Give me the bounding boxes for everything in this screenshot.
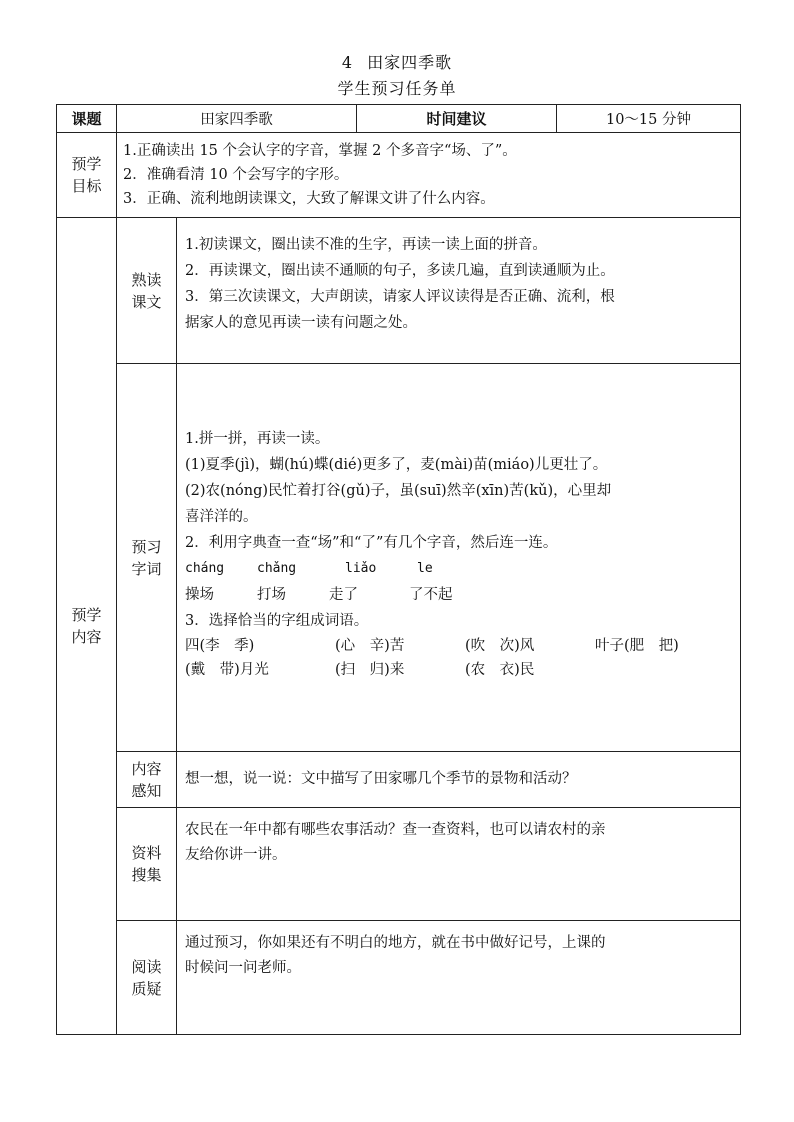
read-items bbox=[177, 218, 741, 364]
task1-line: (1)夏季(jì)，蝴(hú)蝶(dié)更多了，麦(mài)苗(miáo)儿更壮了。 bbox=[185, 457, 608, 473]
perceive-row bbox=[57, 752, 741, 808]
read-row bbox=[57, 218, 741, 364]
perceive-text: 想一想，说一说：文中描写了田家哪几个季节的景物和活动？ bbox=[177, 752, 741, 808]
collect-line: 农民在一年中都有哪些农事活动？查一查资料，也可以请农村的亲 bbox=[185, 822, 606, 838]
pinyin-item: le bbox=[417, 561, 433, 576]
goal-row bbox=[57, 133, 741, 218]
choice-item: (心 辛)苦 bbox=[335, 638, 405, 654]
collect-row bbox=[57, 808, 741, 921]
content-label bbox=[57, 218, 117, 1035]
pinyin-item: liǎo bbox=[345, 561, 377, 576]
pinyin-row bbox=[185, 556, 732, 582]
choice-item: (吹 次)风 bbox=[465, 638, 535, 654]
time-value: 10～15 分钟 bbox=[557, 105, 741, 133]
task1-line: (2)农(nóng)民忙着打谷(gǔ)子，虽(suī)然辛(xīn)苦(kǔ)，心里却 bbox=[185, 483, 612, 499]
question-text bbox=[177, 921, 741, 1035]
task3-title: 3．选择恰当的字组成词语。 bbox=[185, 613, 369, 629]
read-item: 据家人的意见再读一读有问题之处。 bbox=[185, 315, 417, 331]
worksheet-subtitle: 学生预习任务单 bbox=[337, 79, 457, 98]
collect-label-text: 资料 搜集 bbox=[131, 844, 162, 884]
question-row bbox=[57, 921, 741, 1035]
read-label bbox=[117, 218, 177, 364]
read-item: 2．再读课文，圈出读不通顺的句子，多读几遍，直到读通顺为止。 bbox=[185, 263, 615, 279]
collect-text bbox=[177, 808, 741, 921]
choice-item: 四(李 季) bbox=[185, 638, 255, 654]
perceive-label-text: 内容 感知 bbox=[131, 759, 162, 800]
task1-line: 喜洋洋的。 bbox=[185, 509, 258, 525]
read-label-text: 熟读 课文 bbox=[131, 270, 162, 311]
words-content bbox=[177, 364, 741, 752]
task2-words bbox=[185, 582, 732, 608]
choice-item: (戴 带)月光 bbox=[185, 662, 269, 678]
goal-label bbox=[57, 133, 117, 218]
collect-label bbox=[117, 808, 177, 921]
choice-item: (扫 归)来 bbox=[335, 662, 405, 678]
read-item: 3．第三次读课文，大声朗读，请家人评议读得是否正确、流利，根 bbox=[185, 289, 615, 305]
perceive-label bbox=[117, 752, 177, 808]
goal-item: 1.正确读出 15 个会认字的字音，掌握 2 个多音字“场、了”。 bbox=[123, 143, 517, 159]
question-label bbox=[117, 921, 177, 1035]
goal-item: 2．准确看清 10 个会写字的字形。 bbox=[123, 167, 349, 183]
goal-item: 3．正确、流利地朗读课文，大致了解课文讲了什么内容。 bbox=[123, 191, 495, 207]
task2-title: 2．利用字典查一查“场”和“了”有几个字音，然后连一连。 bbox=[185, 535, 558, 551]
question-line: 通过预习，你如果还有不明白的地方，就在书中做好记号，上课的 bbox=[185, 935, 606, 951]
choice-item: (农 衣)民 bbox=[465, 662, 535, 678]
pinyin-item: chǎng bbox=[257, 561, 297, 576]
task-table bbox=[56, 104, 741, 1035]
topic-label: 课题 bbox=[57, 105, 117, 133]
goal-label-text: 预学 目标 bbox=[71, 155, 102, 195]
lesson-title bbox=[0, 50, 794, 73]
task3-row bbox=[185, 658, 732, 682]
time-label: 时间建议 bbox=[357, 105, 557, 133]
words-label bbox=[117, 364, 177, 752]
word-item: 了不起 bbox=[409, 587, 453, 603]
collect-line: 友给你讲一讲。 bbox=[185, 847, 287, 863]
question-label-text: 阅读 质疑 bbox=[131, 957, 162, 998]
choice-item: 叶子(肥 把) bbox=[595, 638, 679, 654]
topic-value: 田家四季歌 bbox=[117, 105, 357, 133]
task1-title: 1.拼一拼，再读一读。 bbox=[185, 431, 330, 447]
pinyin-item: cháng bbox=[185, 561, 225, 576]
task3-row bbox=[185, 634, 732, 658]
read-item: 1.初读课文，圈出读不准的生字，再读一读上面的拼音。 bbox=[185, 237, 547, 253]
question-line: 时候问一问老师。 bbox=[185, 960, 301, 976]
word-item: 走了 bbox=[329, 587, 358, 603]
words-label-text: 预习 字词 bbox=[131, 537, 162, 578]
word-item: 打场 bbox=[257, 587, 286, 603]
topic-row bbox=[57, 105, 741, 133]
word-item: 操场 bbox=[185, 587, 214, 603]
words-row bbox=[57, 364, 741, 752]
lesson-name: 田家四季歌 bbox=[367, 53, 453, 72]
goal-list bbox=[117, 133, 741, 218]
lesson-number: 4 bbox=[341, 53, 354, 72]
content-label-text: 预学 内容 bbox=[71, 606, 102, 646]
